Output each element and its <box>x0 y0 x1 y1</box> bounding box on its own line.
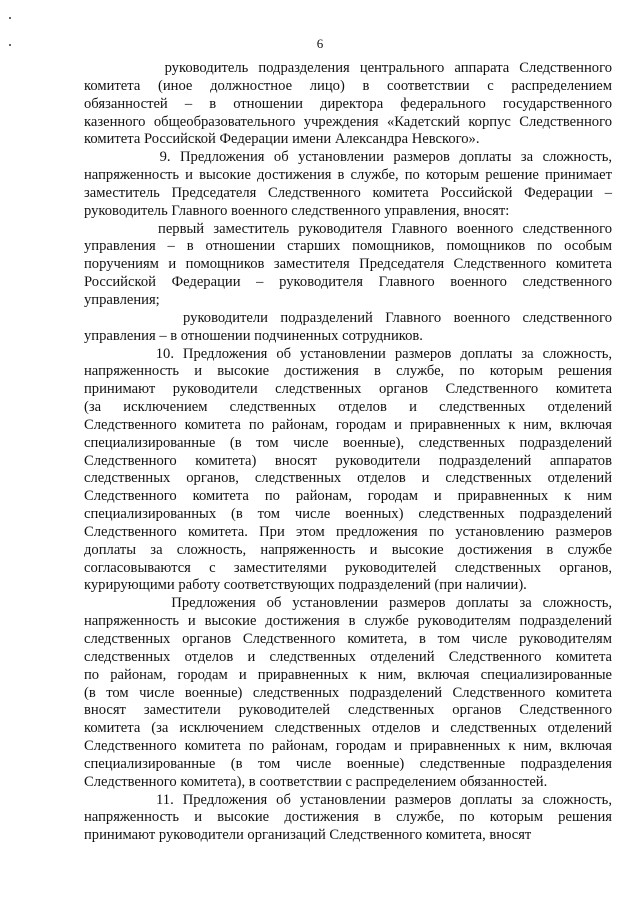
paragraph <box>84 221 612 310</box>
text-line: первый заместитель руководителя Главного военного следственного <box>84 220 612 237</box>
text-line: управления; <box>84 291 160 308</box>
text-line: (за исключением следственных отделов и следственных отделений <box>84 399 612 416</box>
text-line: Российской Федерации – руководителя Главного военного следственного <box>84 274 612 291</box>
scan-dot-mark <box>9 17 11 19</box>
text-line: 10. Предложения об установлении размеров доплаты за сложность, <box>84 345 612 362</box>
text-line: 9. Предложения об установлении размеров доплаты за сложность, <box>84 149 612 166</box>
text-line: Следственного комитета) вносят руководители подразделений аппаратов <box>84 452 612 469</box>
text-line: следственных органов Следственного комитета, в том числе руководителям <box>84 631 612 647</box>
text-line: казенного общеобразовательного учреждения «Кадетский корпус Следственного <box>84 113 612 130</box>
text-line: заместитель Председателя Следственного комитета Российской Федерации – <box>84 184 612 201</box>
paragraph <box>84 595 612 791</box>
text-line: управления – в отношении подчиненных сотрудников. <box>84 327 423 344</box>
text-line: Следственного комитета), в соответствии с распределением обязанностей. <box>84 773 548 790</box>
text-line: следственных отделов и следственных отделений Следственного комитета <box>84 648 612 665</box>
paragraph <box>84 792 612 846</box>
text-line: следственных органов, следственных отделов и следственных отделений <box>84 470 612 487</box>
paragraph <box>84 60 612 149</box>
text-line: напряженность и высокие достижения в службе, по которым решения <box>84 363 612 380</box>
text-line: комитета (иное должностное лицо) в соответствии с распределением <box>84 77 612 94</box>
text-line: напряженность и высокие достижения в службе, по которым решение принимает <box>84 167 612 184</box>
text-line: напряженность и высокие достижения в службе руководителям подразделений <box>84 613 612 630</box>
text-line: Следственного комитета. При этом предложения по установлению размеров <box>84 523 612 540</box>
text-line: комитета (за исключением следственных отделов и следственных отделений <box>84 720 612 737</box>
text-line: Следственного комитета по районам, городам и приравненных к ним, включая <box>84 738 612 755</box>
text-line: принимают руководители следственных органов Следственного комитета <box>84 381 612 398</box>
text-line: комитета Российской Федерации имени Александра Невского». <box>84 131 480 148</box>
text-line: согласовываются с заместителями руководителей следственных органов, <box>84 559 612 576</box>
text-line: специализированные (в том числе военные) следственные подразделения <box>84 755 612 772</box>
text-line: руководители подразделений Главного военного следственного <box>84 309 612 326</box>
text-line: Следственного комитета по районам, городам и приравненных к ним <box>84 488 612 505</box>
text-line: Предложения об установлении размеров доплаты за сложность, <box>84 595 612 612</box>
text-line: поручениям и помощников заместителя Председателя Следственного комитета <box>84 256 612 273</box>
text-line: руководитель подразделения центрального аппарата Следственного <box>84 60 612 76</box>
text-line: принимают руководители организаций Следственного комитета, вносят <box>84 827 532 844</box>
text-line: специализированные (в том числе военные), следственных подразделений <box>84 434 612 451</box>
text-line: доплаты за сложность, напряженность и высокие достижения в службе <box>84 541 612 558</box>
text-line: вносят заместители руководителей следственных органов Следственного <box>84 702 612 719</box>
text-line: специализированных (в том числе военных) следственных подразделений <box>84 506 612 523</box>
text-line: 11. Предложения об установлении размеров доплаты за сложность, <box>84 791 612 808</box>
text-line: руководитель Главного военного следственного управления, вносят: <box>84 202 510 219</box>
paragraph <box>84 149 612 220</box>
text-line: курирующими работу соответствующих подразделений (при наличии). <box>84 577 527 594</box>
page-number: 6 <box>316 36 324 51</box>
paragraph <box>84 310 612 346</box>
document-body <box>84 60 612 845</box>
paragraph <box>84 346 612 596</box>
text-line: по районам, городам и приравненных к ним, включая специализированные <box>84 666 612 683</box>
text-line: напряженность и высокие достижения в службе, по которым решения <box>84 809 612 826</box>
text-line: (в том числе военные) следственных подразделений Следственного комитета <box>84 684 612 701</box>
text-line: управления – в отношении старших помощников, помощников по особым <box>84 238 612 255</box>
text-line: Следственного комитета по районам, городам и приравненных к ним, включая <box>84 416 612 433</box>
text-line: обязанностей – в отношении директора федерального государственного <box>84 95 612 112</box>
